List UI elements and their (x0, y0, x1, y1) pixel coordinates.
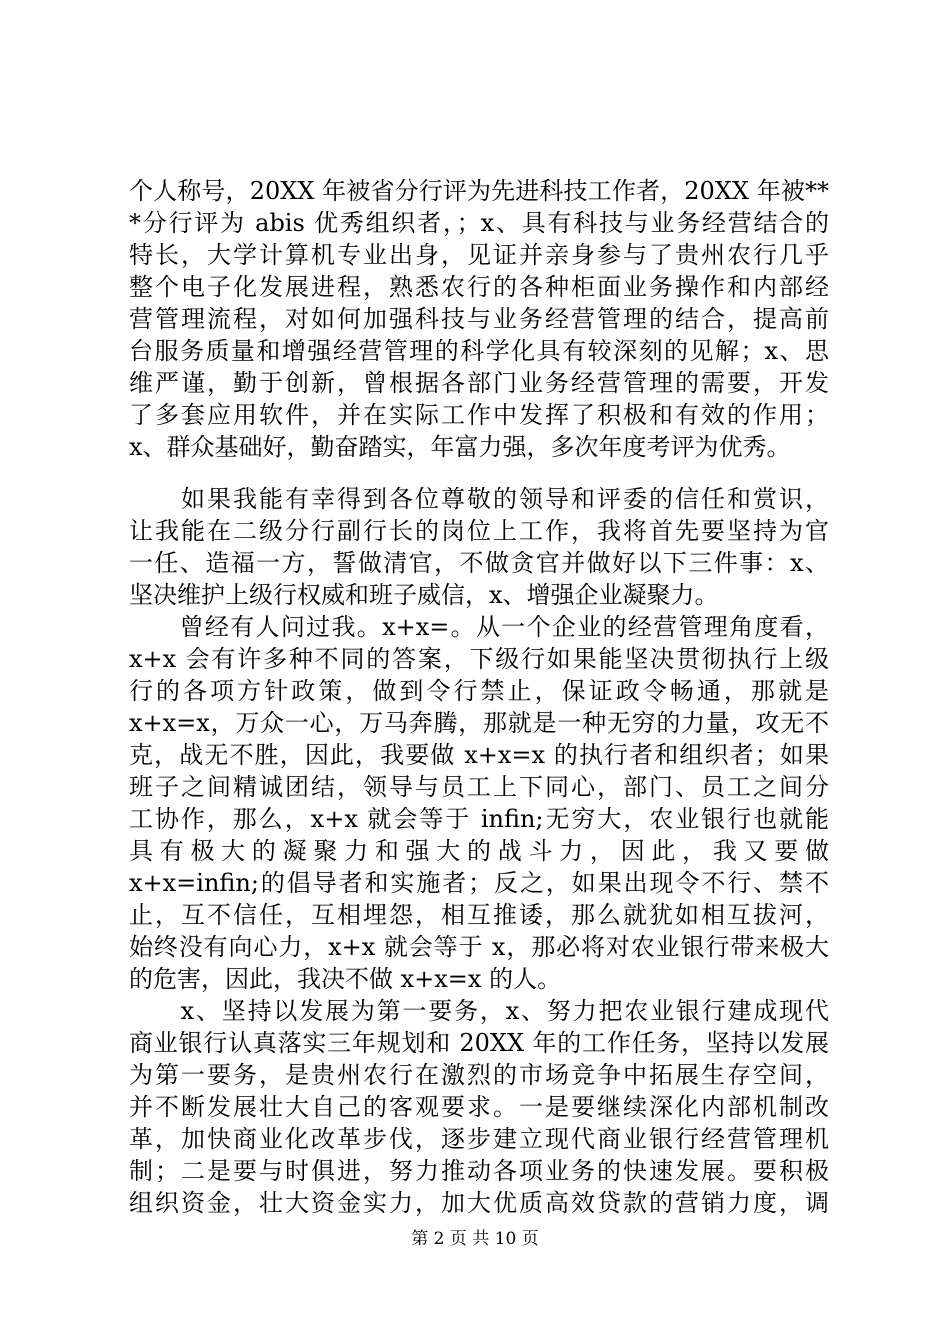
text-line: 台服务质量和增强经营管理的科学化具有较深刻的见解；x、思 (129, 337, 829, 365)
text-line: 并不断发展壮大自己的客观要求。一是要继续深化内部机制改 (129, 1093, 829, 1121)
text-line: x、坚持以发展为第一要务，x、努力把农业银行建成现代 (129, 997, 829, 1025)
text-line: 具有极大的凝聚力和强大的战斗力，因此，我又要做 (129, 837, 829, 865)
text-line: 组织资金，壮大资金实力，加大优质高效贷款的营销力度，调 (129, 1189, 829, 1217)
text-line: 止，互不信任，互相埋怨，相互推诿，那么就犹如相互拔河， (129, 901, 829, 929)
text-line: x+x 会有许多种不同的答案，下级行如果能坚决贯彻执行上级 (129, 645, 829, 673)
page-footer: 第 2 页 共 10 页 (411, 1229, 539, 1249)
text-line: 的危害，因此，我决不做 x+x=x 的人。 (129, 965, 562, 993)
text-line: 制；二是要与时俱进，努力推动各项业务的快速发展。要积极 (129, 1157, 829, 1185)
text-line: 一任、造福一方，誓做清官，不做贪官并做好以下三件事：x、 (129, 549, 829, 577)
text-line: 革，加快商业化改革步伐，逐步建立现代商业银行经营管理机 (129, 1125, 829, 1153)
text-line: 如果我能有幸得到各位尊敬的领导和评委的信任和赏识， (129, 485, 829, 513)
text-line: 商业银行认真落实三年规划和 20XX 年的工作任务，坚持以发展 (129, 1029, 829, 1057)
text-line: 了多套应用软件，并在实际工作中发挥了积极和有效的作用； (129, 401, 829, 429)
text-line: 特长，大学计算机专业出身，见证并亲身参与了贵州农行几乎 (129, 241, 829, 269)
text-line: *分行评为 abis 优秀组织者，；x、具有科技与业务经营结合的 (129, 209, 829, 237)
text-line: 曾经有人问过我。x+x=。从一个企业的经营管理角度看， (129, 613, 829, 641)
text-line: 坚决维护上级行权威和班子威信，x、增强企业凝聚力。 (129, 581, 719, 609)
text-line: x+x=x，万众一心，万马奔腾，那就是一种无穷的力量，攻无不 (129, 709, 829, 737)
text-line: 班子之间精诚团结，领导与员工上下同心，部门、员工之间分 (129, 773, 829, 801)
text-line: 始终没有向心力，x+x 就会等于 x，那必将对农业银行带来极大 (129, 933, 829, 961)
text-line: 让我能在二级分行副行长的岗位上工作，我将首先要坚持为官 (129, 517, 829, 545)
text-line: 维严谨，勤于创新，曾根据各部门业务经营管理的需要，开发 (129, 369, 829, 397)
text-line: x+x=infin;的倡导者和实施者；反之，如果出现令不行、禁不 (129, 869, 829, 897)
text-line: 整个电子化发展进程，熟悉农行的各种柜面业务操作和内部经 (129, 273, 829, 301)
text-line: 克，战无不胜，因此，我要做 x+x=x 的执行者和组织者；如果 (129, 741, 829, 769)
text-line: x、群众基础好，勤奋踏实，年富力强，多次年度考评为优秀。 (129, 433, 791, 461)
text-line: 营管理流程，对如何加强科技与业务经营管理的结合，提高前 (129, 305, 829, 333)
text-line: 个人称号，20XX 年被省分行评为先进科技工作者，20XX 年被** (129, 177, 829, 205)
text-line: 工协作，那么，x+x 就会等于 infin;无穷大，农业银行也就能 (129, 805, 829, 833)
text-line: 为第一要务，是贵州农行在激烈的市场竞争中拓展生存空间， (129, 1061, 829, 1089)
text-line: 行的各项方针政策，做到令行禁止，保证政令畅通，那就是 (129, 677, 829, 705)
